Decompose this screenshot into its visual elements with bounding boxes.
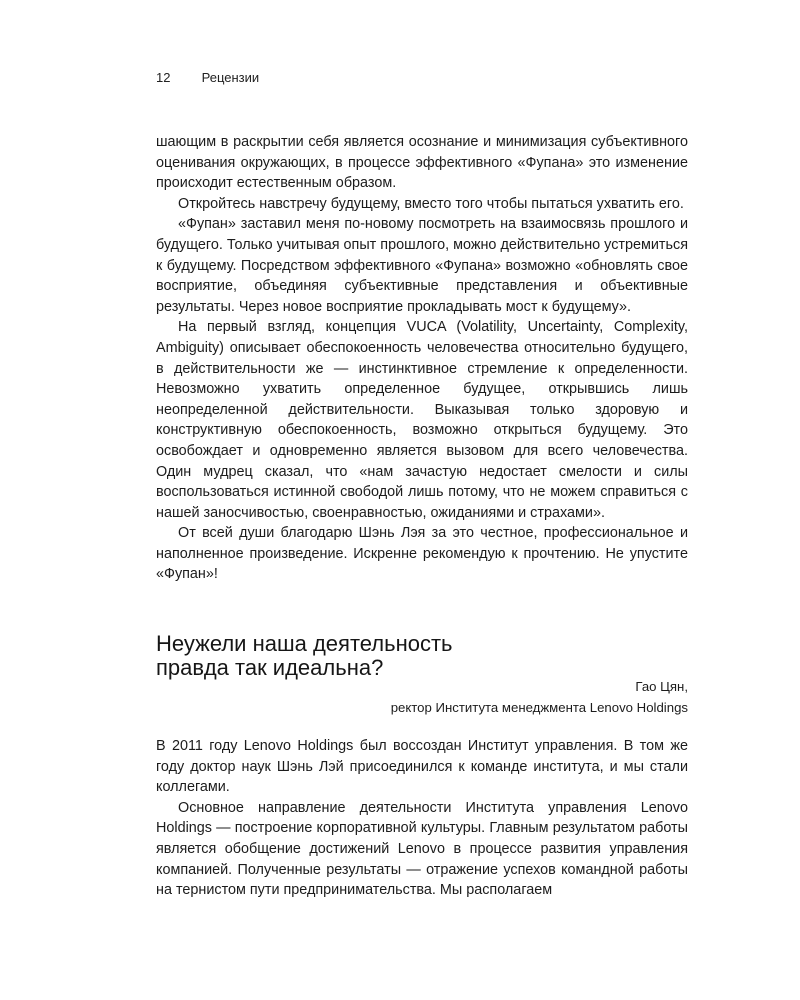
- author-name: Гао Цян,: [635, 679, 688, 694]
- running-head: [156, 70, 259, 86]
- section-title-line-1: Неужели наша деятельность: [156, 631, 453, 656]
- author-attribution: [156, 676, 688, 718]
- paragraph: шающим в раскрытии себя является осознание и минимизация субъективного оценивания окружающих, в процессе эффективного «Фупана» это изменение происходит естественным образом.: [156, 134, 688, 192]
- review-body-text: [156, 132, 688, 585]
- paragraph: Откройтесь навстречу будущему, вместо того чтобы пытаться ухватить его.: [178, 195, 684, 212]
- page-number: 12: [156, 70, 171, 85]
- section-title: [156, 632, 688, 680]
- paragraph: От всей души благодарю Шэнь Лэя за это честное, профессиональное и наполненное произведение. Искренне рекомендую к прочтению. Не упустите «Фупан»!: [156, 525, 688, 583]
- section-title-line-2: правда так идеальна?: [156, 655, 384, 680]
- running-head-section: Рецензии: [201, 70, 260, 85]
- author-title: ректор Института менеджмента Lenovo Holdings: [390, 700, 688, 715]
- paragraph: Основное направление деятельности Института управления Lenovo Holdings — построение корпоративной культуры. Главным результатом работы является обобщение достижений Lenovo в процессе развития управления компанией. Полученные результаты — отражение успехов командной работы на тернистом пути предпринимательства. Мы располагаем: [156, 799, 688, 899]
- section-body-text: [156, 736, 688, 901]
- paragraph: На первый взгляд, концепция VUCA (Volatility, Uncertainty, Complexity, Ambiguity) описывает обеспокоенность человечества относительно будущего, в действительности же — инстинктивное стремление к определенности. Невозможно ухватить определенное будущее, открывшись лишь неопределенной действительности. Выказывая только здоровую и конструктивную обеспокоенность, возможно открыться будущему. Это освобождает и одновременно является вызовом для всего человечества. Один мудрец сказал, что «нам зачастую недостает смелости и силы воспользоваться истинной свободой лишь потому, что не можем справиться с нашей заносчивостью, своенравностью, ожиданиями и страхами».: [156, 319, 688, 521]
- paragraph: В 2011 году Lenovo Holdings был воссоздан Институт управления. В том же году доктор наук Шэнь Лэй присоединился к команде института, и мы стали коллегами.: [156, 738, 688, 796]
- paragraph: «Фупан» заставил меня по-новому посмотреть на взаимосвязь прошлого и будущего. Только учитывая опыт прошлого, можно действительно устремиться к будущему. Посредством эффективного «Фупана» возможно «обновлять свое восприятие, объединяя субъективные представления и объективные результаты. Через новое восприятие прокладывать мост к будущему».: [156, 216, 688, 315]
